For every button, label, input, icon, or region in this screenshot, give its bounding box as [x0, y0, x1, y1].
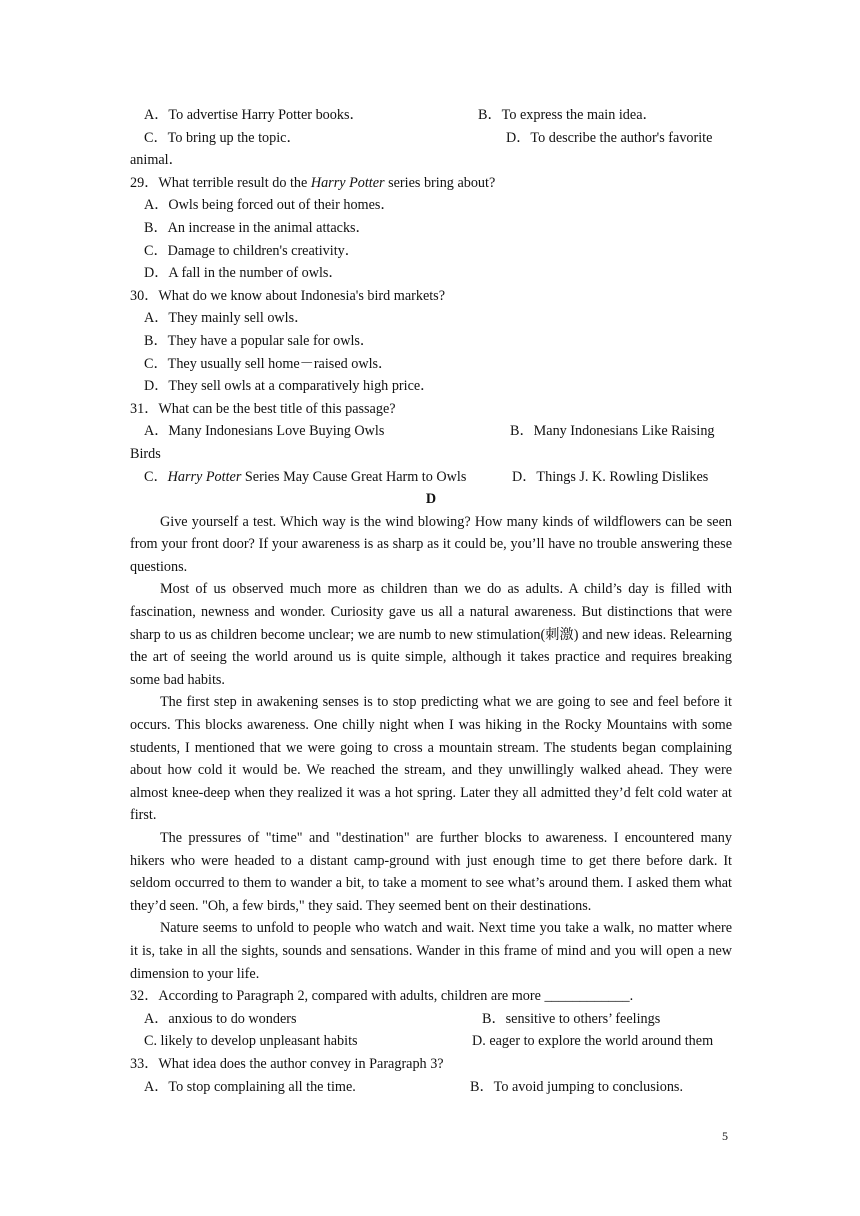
paragraph-2: Most of us observed much more as children than we do as adults. A child’s day is filled with fascination, newness and wonder. Curiosity gave us all a natural awareness. But distinctions that were sharp to us as children become unclear; we are numb to new stimulation(刺激) and new ideas. Relearning the art of seeing the world around us is quite simple, although it takes practice and requires breaking some bad habits.	[130, 581, 732, 688]
q31-option-d: D．Things J. K. Rowling Dislikes	[512, 468, 709, 485]
paragraph-1: Give yourself a test. Which way is the wind blowing? How many kinds of wildflowers can be seen from your front door? If your awareness is as sharp as it could be, you’ll have no trouble answering these questions.	[130, 513, 732, 575]
q31-row-ab	[130, 420, 732, 443]
q32-option-d: D. eager to explore the world around them	[472, 1033, 714, 1050]
paragraph-5: Nature seems to unfold to people who watch and wait. Next time you take a walk, no matter where it is, take in all the sights, sounds and sensations. Wander in this frame of mind and you will open a new dimension to your life.	[130, 920, 732, 982]
q28-option-b: B．To express the main idea．	[478, 107, 657, 123]
section-heading: D	[425, 491, 437, 508]
q28-row-ab	[130, 104, 732, 127]
q30-option-a: A．They mainly sell owls．	[144, 310, 309, 327]
q28-option-c: C．To bring up the topic．	[144, 129, 301, 146]
q33-question: 33．What idea does the author convey in Paragraph 3?	[130, 1055, 444, 1072]
q32-option-b: B．sensitive to others’ feelings	[482, 1010, 661, 1027]
q32-question: 32．According to Paragraph 2, compared with adults, children are more ____________.	[130, 988, 634, 1005]
q33-option-a: A．To stop complaining all the time.	[144, 1078, 356, 1095]
page-content	[130, 104, 732, 1098]
q32-option-c: C. likely to develop unpleasant habits	[144, 1033, 358, 1050]
q31-option-b: B．Many Indonesians Like Raising	[510, 423, 715, 440]
q28-option-d: D．To describe the author's favorite	[506, 129, 713, 146]
q33-option-b: B．To avoid jumping to conclusions.	[470, 1078, 683, 1095]
q28-option-d-wrap: animal．	[130, 152, 183, 169]
q30-question: 30．What do we know about Indonesia's bird markets?	[130, 287, 445, 304]
q31-option-c: C．Harry Potter Series May Cause Great Harm to Owls	[144, 468, 467, 485]
q31-option-a: A．Many Indonesians Love Buying Owls	[144, 423, 385, 440]
q30-option-b: B．They have a popular sale for owls．	[144, 332, 375, 349]
book-title: Harry Potter	[310, 174, 385, 191]
q29-option-b: B．An increase in the animal attacks．	[144, 219, 370, 236]
paragraph-4: The pressures of "time" and "destination" are further blocks to awareness. I encountered many hikers who were headed to a distant camp-ground with just enough time to get there before dark. It seldom occurred to them to wander a bit, to take a moment to see what’s around them. I asked them what they’d seen. "Oh, a few birds," they said. They seemed bent on their destinations.	[130, 830, 732, 914]
page-number: 5	[722, 1129, 728, 1143]
q31-row-cd	[130, 466, 732, 489]
q31-option-b-wrap: Birds	[130, 445, 161, 462]
q29-question: 29．What terrible result do the Harry Potter series bring about?	[130, 174, 496, 191]
q29-option-d: D．A fall in the number of owls．	[144, 265, 343, 282]
q28-row-cd	[130, 127, 732, 150]
q28-option-a: A．To advertise Harry Potter books．	[144, 107, 364, 123]
q33-row-ab	[130, 1076, 732, 1099]
q30-option-c: C．They usually sell home－raised owls．	[144, 355, 393, 372]
q32-row-cd	[130, 1030, 732, 1053]
q32-row-ab	[130, 1008, 732, 1031]
q32-option-a: A．anxious to do wonders	[144, 1010, 297, 1027]
q29-option-c: C．Damage to children's creativity．	[144, 242, 359, 259]
q30-option-d: D．They sell owls at a comparatively high price．	[144, 378, 435, 395]
q31-question: 31．What can be the best title of this passage?	[130, 400, 396, 417]
q29-option-a: A．Owls being forced out of their homes．	[144, 197, 395, 214]
paragraph-3: The first step in awakening senses is to stop predicting what we are going to see and feel before it occurs. This blocks awareness. One chilly night when I was hiking in the Rocky Mountains with some students, I mentioned that we were going to cross a mountain stream. The students began complaining about how cold it would be. We reached the stream, and they unwillingly walked ahead. They were almost knee-deep when they realized it was a hot spring. Later they all admitted they’d felt cold water at first.	[130, 694, 732, 824]
